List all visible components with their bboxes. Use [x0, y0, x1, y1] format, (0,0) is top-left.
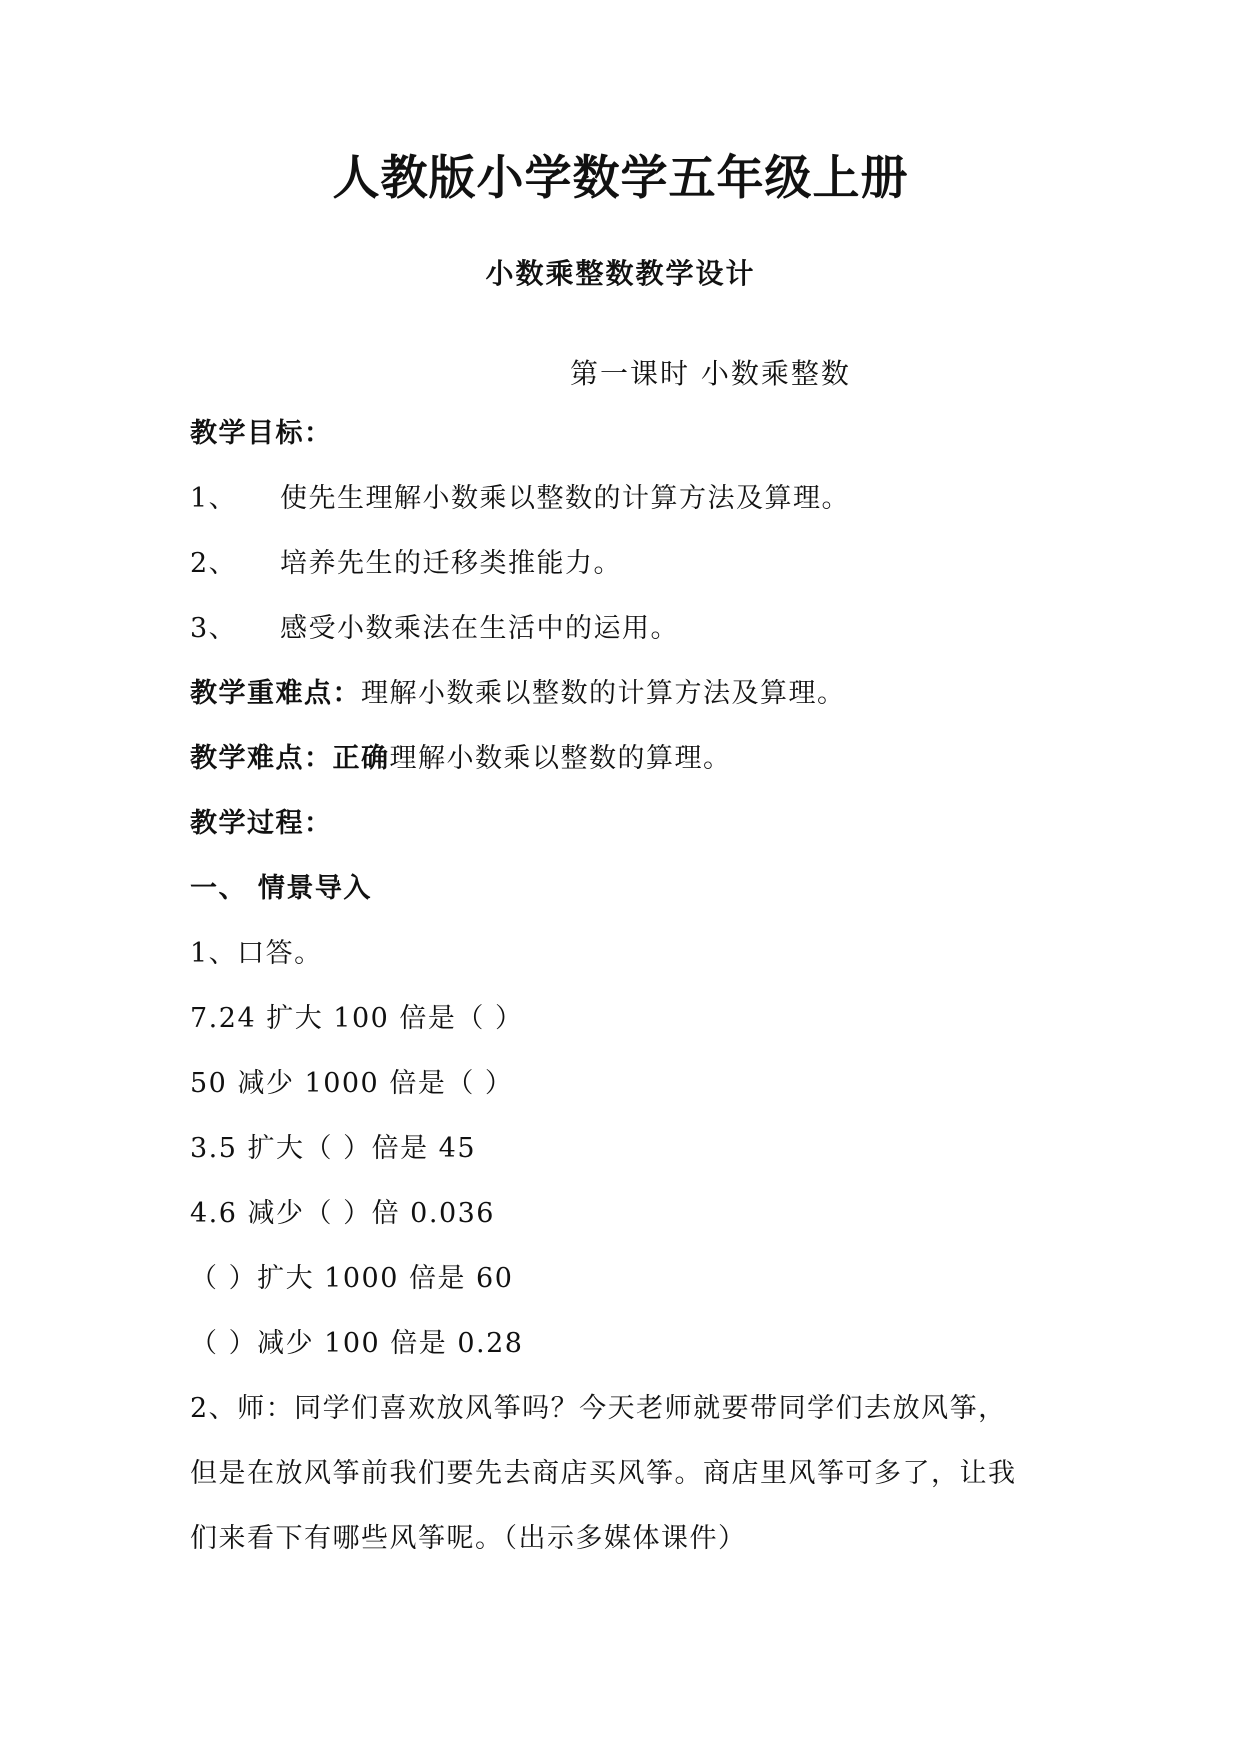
objective-item [190, 550, 622, 577]
objective-item [190, 485, 850, 512]
document-title: 人教版小学数学五年级上册 [332, 151, 909, 206]
paragraph-line: 们来看下有哪些风筝呢。（出示多媒体课件） [190, 1523, 747, 1554]
exercise-item: （ ）扩大 1000 倍是 60 [190, 1263, 514, 1294]
exercise-item: 50 减少 1000 倍是（ ） [190, 1068, 514, 1099]
difficulty-text: 理解小数乘以整数的算理。 [389, 743, 732, 774]
paragraph-line: 2、师：同学们喜欢放风筝吗？今天老师就要带同学们去放风筝， [190, 1393, 1007, 1424]
key-point-text: 理解小数乘以整数的计算方法及算理。 [361, 678, 846, 709]
objective-text: 感受小数乘法在生活中的运用。 [280, 613, 679, 644]
lesson-title: 第一课时 小数乘整数 [570, 357, 851, 390]
key-point-label: 教学重难点： [190, 678, 361, 709]
exercise-item: 4.6 减少（ ）倍 0.036 [190, 1198, 495, 1229]
objective-item [190, 615, 679, 642]
objectives-heading: 教学目标： [190, 418, 333, 449]
objective-text: 培养先生的迁移类推能力。 [280, 548, 622, 579]
difficulty-label: 教学难点：正确 [190, 743, 390, 774]
difficulty-line [190, 745, 732, 772]
document-subtitle: 小数乘整数教学设计 [485, 257, 756, 290]
objective-number: 2、 [190, 548, 238, 579]
key-point-line [190, 680, 846, 707]
objective-text: 使先生理解小数乘以整数的计算方法及算理。 [280, 483, 850, 514]
paragraph-line: 但是在放风筝前我们要先去商店买风筝。商店里风筝可多了，让我 [190, 1458, 1017, 1489]
process-heading: 教学过程： [190, 808, 333, 839]
oral-heading: 1、口答。 [190, 938, 323, 969]
section-heading: 一、 情景导入 [190, 873, 372, 904]
exercise-item: 7.24 扩大 100 倍是（ ） [190, 1003, 524, 1034]
objective-number: 1、 [190, 483, 238, 514]
exercise-item: 3.5 扩大（ ）倍是 45 [190, 1133, 477, 1164]
objective-number: 3、 [190, 613, 238, 644]
exercise-item: （ ）减少 100 倍是 0.28 [190, 1328, 524, 1359]
